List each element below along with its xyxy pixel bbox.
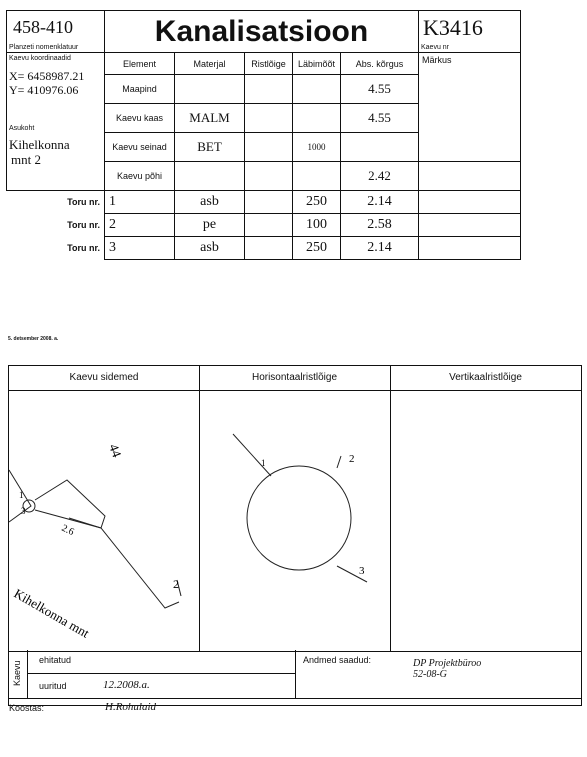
coordinates-cell	[7, 53, 105, 191]
vertical-header: Vertikaalristlõige	[390, 366, 581, 391]
row-diameter	[293, 75, 341, 104]
sketch-section	[8, 365, 582, 652]
horizontal-header: Horisontaalristlõige	[199, 366, 390, 391]
pipe-notes	[419, 237, 521, 260]
well-id-cell	[419, 11, 521, 53]
row-section	[245, 162, 293, 191]
author-value: H.Rohulaid	[105, 701, 157, 713]
row-height: 2.42	[341, 162, 419, 191]
pipe-diameter: 100	[293, 214, 341, 237]
row-diameter	[293, 104, 341, 133]
row-diameter	[293, 162, 341, 191]
surveyed-row	[27, 674, 296, 699]
date-line: 5. detsember 2008. a.	[8, 336, 59, 342]
footer-block	[8, 650, 582, 713]
manhole-circle	[247, 466, 351, 570]
sketch-line	[35, 510, 179, 608]
location-line-1: Kihelkonna	[9, 137, 70, 152]
pipe-material: asb	[175, 191, 245, 214]
data-source-value-1: DP Projektbüroo	[413, 658, 482, 669]
row-element: Maapind	[105, 75, 175, 104]
col-header-notes: Märkus	[419, 53, 521, 162]
title-cell	[105, 11, 419, 53]
pipe-label: Toru nr.	[67, 243, 100, 253]
plan-number-label: Planzeti nomenklatuur	[9, 44, 79, 51]
sketch-label-1: 1	[19, 490, 24, 500]
row-height: 4.55	[341, 75, 419, 104]
sketch-label-44: 44	[106, 441, 125, 460]
surveyed-label: uuritud	[39, 681, 67, 691]
well-data-table	[6, 10, 521, 260]
plan-number-cell	[7, 11, 105, 53]
row-material: BET	[175, 133, 245, 162]
col-header-element: Element	[105, 53, 175, 75]
pipe-section	[245, 191, 293, 214]
row-section	[245, 104, 293, 133]
pipe-material: pe	[175, 214, 245, 237]
row-material	[175, 162, 245, 191]
author-label: Koostas:	[9, 703, 45, 713]
row-height	[341, 133, 419, 162]
row-material: MALM	[175, 104, 245, 133]
sketch-label-26: 2.6	[59, 522, 76, 539]
data-source-cell	[295, 650, 581, 699]
horizontal-section-sketch	[199, 390, 390, 650]
col-header-material: Materjal	[175, 53, 245, 75]
row-height: 4.55	[341, 104, 419, 133]
row-diameter: 1000	[293, 133, 341, 162]
y-coordinate: Y= 410976.06	[9, 83, 79, 97]
well-id-label: Kaevu nr	[421, 44, 450, 51]
pipe-label: Toru nr.	[67, 220, 100, 230]
row-element: Kaevu põhi	[105, 162, 175, 191]
built-row	[27, 650, 296, 674]
side-label-cell	[9, 650, 28, 699]
pipe-line-1	[233, 434, 271, 476]
side-label: Kaevu	[12, 660, 22, 686]
connections-sketch	[9, 390, 199, 650]
x-coordinate: X= 6458987.21	[9, 69, 85, 83]
pipe-diameter: 250	[293, 237, 341, 260]
pipe-section	[245, 214, 293, 237]
row-element: Kaevu seinad	[105, 133, 175, 162]
row-material	[175, 75, 245, 104]
row-section	[245, 133, 293, 162]
location-line-2: mnt 2	[11, 152, 41, 167]
data-source-value-2: 52-08-G	[413, 669, 447, 680]
notes-cell	[419, 162, 521, 191]
sketch-label-2: 2	[173, 577, 179, 591]
pipe-number: 1	[105, 191, 175, 214]
plan-number: 458-410	[13, 17, 73, 37]
sketch-line	[35, 480, 105, 528]
well-id: K3416	[423, 15, 483, 40]
coords-label: Kaevu koordinaadid	[9, 55, 71, 62]
pipe-number: 3	[105, 237, 175, 260]
pipe-label: Toru nr.	[67, 197, 100, 208]
row-element: Kaevu kaas	[105, 104, 175, 133]
col-header-section: Ristlõige	[245, 53, 293, 75]
street-name: Kihelkonna mnt	[11, 585, 92, 641]
pipe-diameter: 250	[293, 191, 341, 214]
pipe-notes	[419, 214, 521, 237]
col-header-height: Abs. kõrgus	[341, 53, 419, 75]
connections-header: Kaevu sidemed	[9, 366, 199, 391]
pipe-label-3: 3	[359, 565, 365, 577]
surveyed-value: 12.2008.a.	[103, 679, 150, 691]
location-label: Asukoht	[9, 125, 35, 132]
pipe-number: 2	[105, 214, 175, 237]
built-label: ehitatud	[39, 655, 72, 665]
section-divider	[390, 366, 391, 651]
pipe-height: 2.58	[341, 214, 419, 237]
pipe-height: 2.14	[341, 191, 419, 214]
page-title: Kanalisatsioon	[154, 14, 369, 48]
row-section	[245, 75, 293, 104]
pipe-label-1: 1	[261, 458, 266, 468]
sketch-label-3: 3	[21, 506, 26, 516]
pipe-section	[245, 237, 293, 260]
pipe-material: asb	[175, 237, 245, 260]
data-source-label: Andmed saadud:	[303, 655, 372, 665]
col-header-diameter: Läbimõõt	[293, 53, 341, 75]
pipe-height: 2.14	[341, 237, 419, 260]
pipe-label-2: 2	[349, 453, 355, 465]
pipe-line-2	[337, 456, 341, 468]
pipe-notes	[419, 191, 521, 214]
